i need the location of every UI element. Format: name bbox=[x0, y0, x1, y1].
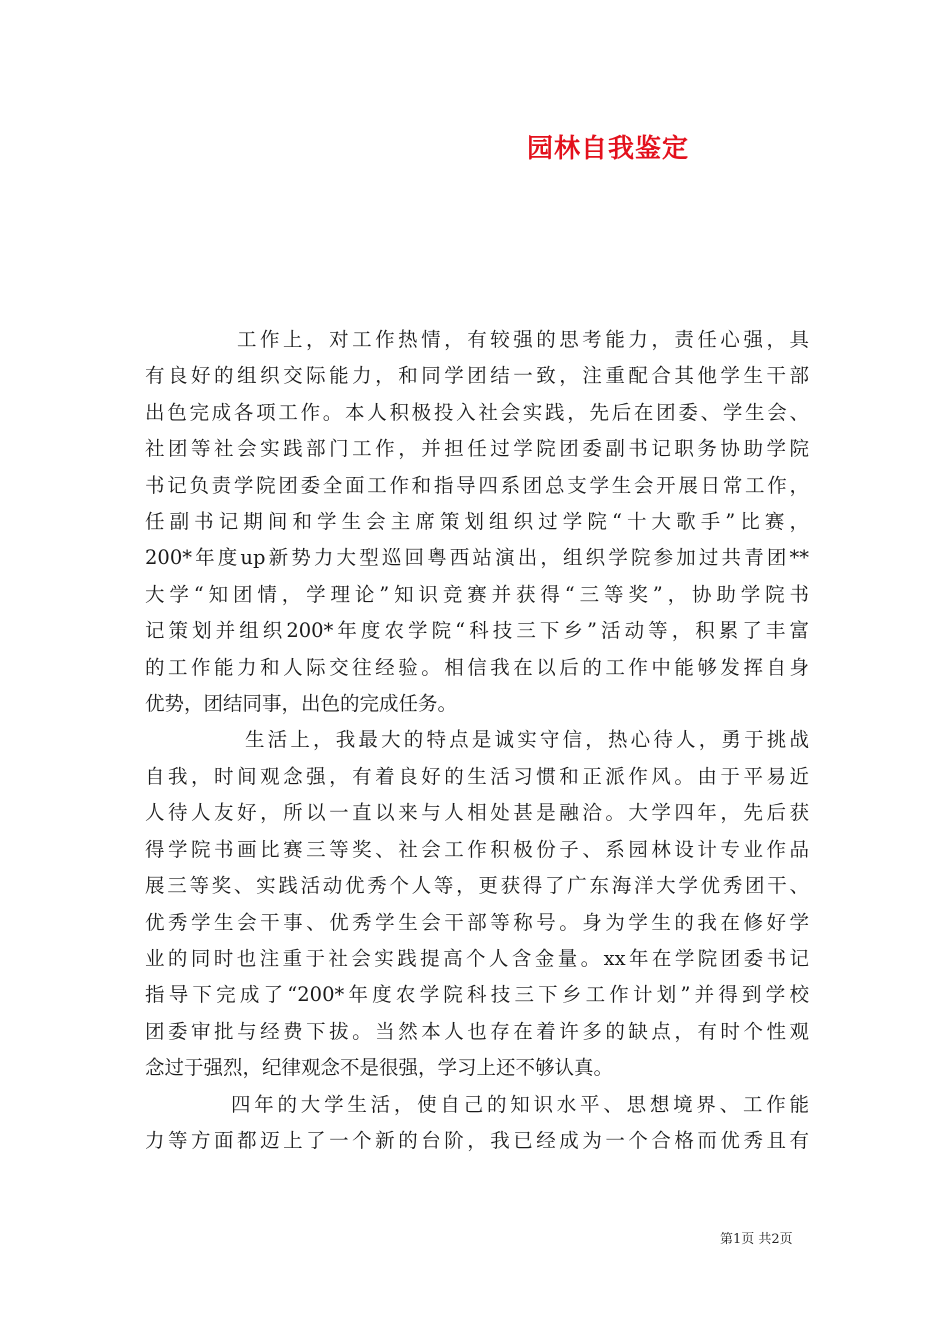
paragraph-line: 记策划并组织200*年度农学院“科技三下乡”活动等，积累了丰富 bbox=[145, 619, 809, 643]
document-body bbox=[145, 322, 809, 1159]
paragraph-work bbox=[145, 322, 809, 722]
paragraph-line: 自我，时间观念强，有着良好的生活习惯和正派作风。由于平易近 bbox=[145, 764, 809, 788]
paragraph-line: 人待人友好，所以一直以来与人相处甚是融洽。大学四年，先后获 bbox=[145, 801, 809, 825]
paragraph-line: 任副书记期间和学生会主席策划组织过学院“十大歌手”比赛， bbox=[145, 510, 809, 534]
paragraph-line: 优势，团结同事，出色的完成任务。 bbox=[145, 692, 458, 716]
paragraph-line: 力等方面都迈上了一个新的台阶，我已经成为一个合格而优秀且有 bbox=[145, 1128, 809, 1152]
paragraph-line: 念过于强烈，纪律观念不是很强，学习上还不够认真。 bbox=[145, 1056, 614, 1080]
paragraph-line: 指导下完成了“200*年度农学院科技三下乡工作计划”并得到学校 bbox=[145, 983, 809, 1007]
paragraph-line: 大学“知团情，学理论”知识竞赛并获得“三等奖”，协助学院书 bbox=[145, 582, 809, 606]
paragraph-line: 书记负责学院团委全面工作和指导四系团总支学生会开展日常工作， bbox=[145, 473, 809, 497]
paragraph-line: 出色完成各项工作。本人积极投入社会实践，先后在团委、学生会、 bbox=[145, 400, 809, 424]
paragraph-life bbox=[145, 722, 809, 1086]
paragraph-line: 团委审批与经费下拔。当然本人也存在着许多的缺点，有时个性观 bbox=[145, 1019, 809, 1043]
paragraph-line: 展三等奖、实践活动优秀个人等，更获得了广东海洋大学优秀团干、 bbox=[145, 874, 809, 898]
paragraph-line: 业的同时也注重于社会实践提高个人含金量。xx年在学院团委书记 bbox=[145, 946, 809, 970]
paragraph-line: 得学院书画比赛三等奖、社会工作积极份子、系园林设计专业作品 bbox=[145, 837, 809, 861]
paragraph-summary bbox=[145, 1087, 809, 1160]
paragraph-line: 的工作能力和人际交往经验。相信我在以后的工作中能够发挥自身 bbox=[145, 655, 809, 679]
paragraph-line: 工作上，对工作热情，有较强的思考能力，责任心强，具 bbox=[237, 328, 809, 351]
paragraph-line: 有良好的组织交际能力，和同学团结一致，注重配合其他学生干部 bbox=[145, 364, 809, 388]
paragraph-line: 优秀学生会干事、优秀学生会干部等称号。身为学生的我在修好学 bbox=[145, 910, 809, 934]
document-title: 园林自我鉴定 bbox=[527, 134, 690, 164]
paragraph-line: 200*年度up新势力大型巡回粤西站演出，组织学院参加过共青团** bbox=[145, 546, 809, 570]
paragraph-line: 四年的大学生活，使自己的知识水平、思想境界、工作能 bbox=[231, 1092, 809, 1116]
paragraph-line: 社团等社会实践部门工作，并担任过学院团委副书记职务协助学院 bbox=[145, 437, 809, 461]
page-number-footer: 第1页 共2页 bbox=[720, 1232, 793, 1247]
paragraph-line: 生活上，我最大的特点是诚实守信，热心待人，勇于挑战 bbox=[245, 728, 809, 752]
